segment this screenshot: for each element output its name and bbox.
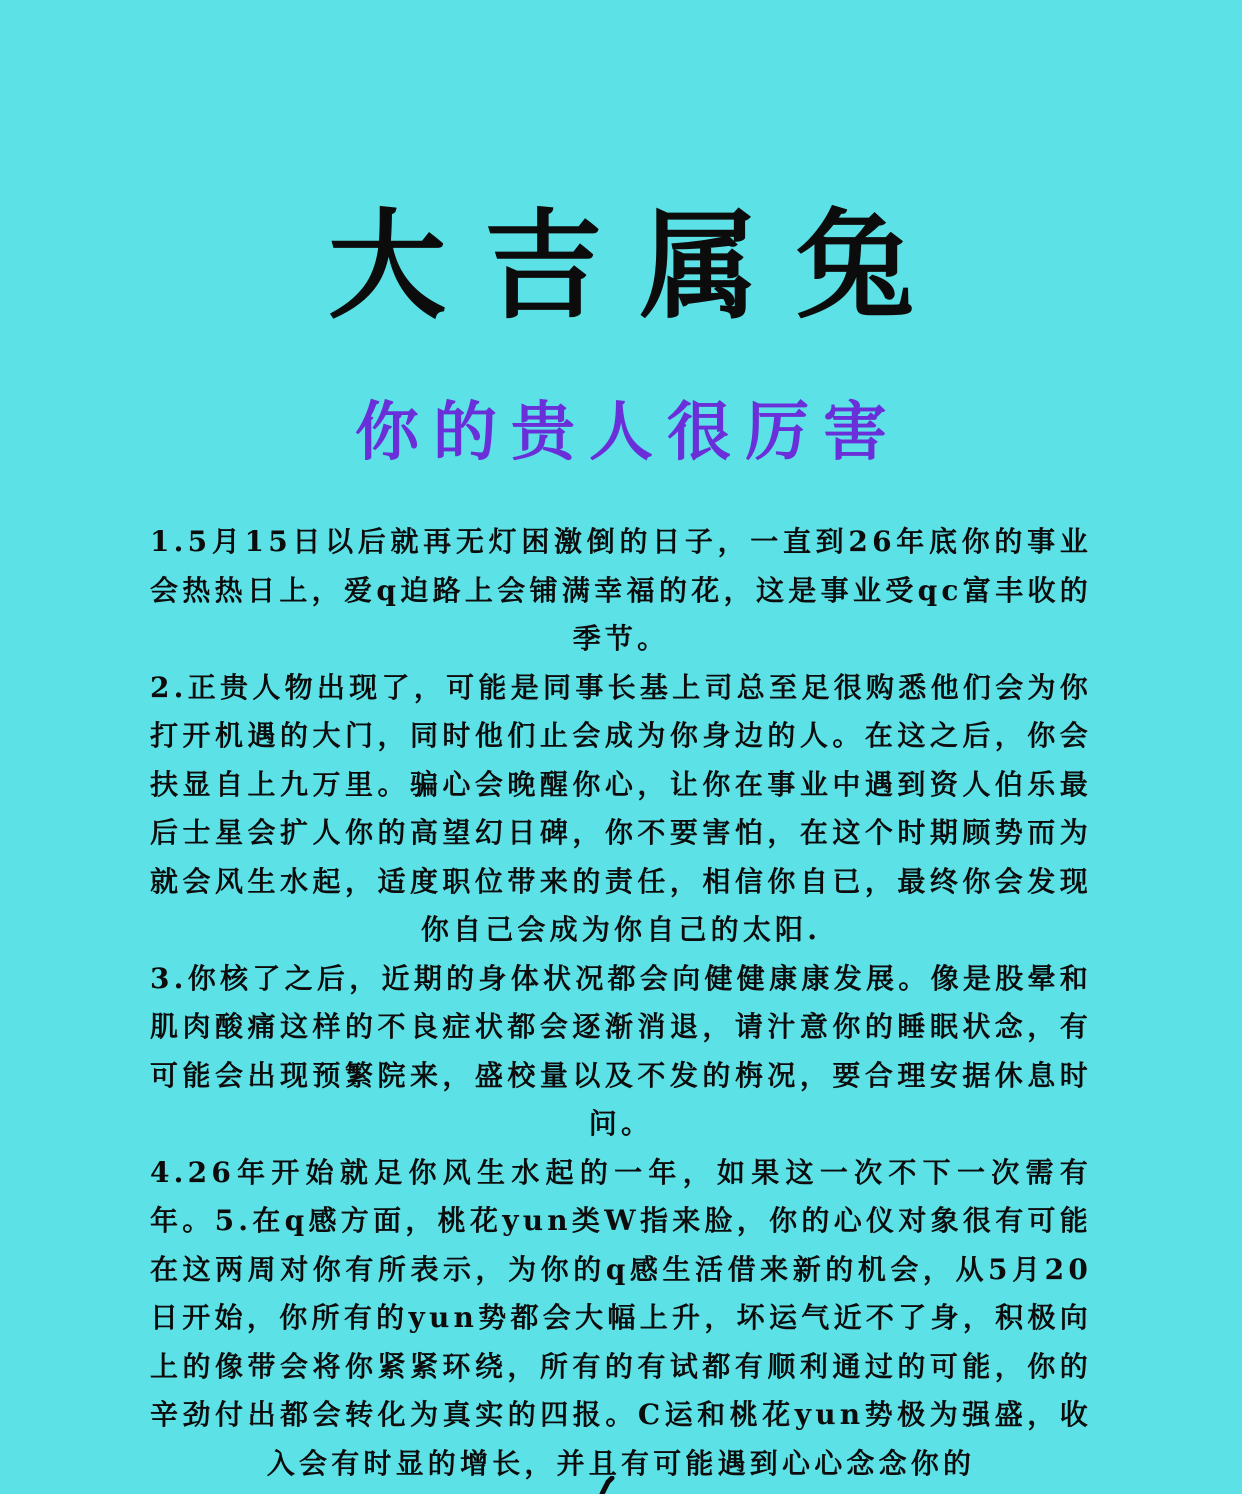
- paragraph-2: 2.正贵人物出现了，可能是同事长基上司总至足很购悉他们会为你打开机遇的大门，同时他们止会成为你身边的人。在这之后，你会扶显自上九万里。骗心会晚醒你心，让你在事业中遇到资人伯乐最后士星会扩人你的高望幻日碑，你不要害怕，在这个时期顾势而为就会风生水起，适度职位带来的责任，相信你自已，最终你会发现你自己会成为你自己的太阳.: [150, 670, 1092, 946]
- body-text: [150, 518, 1092, 1488]
- cut-off-glyph-fragment: [588, 1476, 618, 1494]
- page-title: 大吉属兔: [327, 196, 952, 335]
- paragraph-3: 3.你核了之后，近期的身体状况都会向健健康康发展。像是股晕和肌肉酸痛这样的不良症状都会逐渐消退，请汁意你的睡眠状念，有可能会出现预繁院来，盛校量以及不发的栴况，要合理安据休息时问。: [150, 961, 1092, 1140]
- page-subtitle: 你的贵人很厉害: [355, 395, 901, 470]
- paragraph-1: 1.5月15日以后就再无灯困激倒的日子，一直到26年底你的事业会热热日上，爱q迫路上会铺满幸福的花，这是事业受qc富丰收的季节。: [150, 525, 1092, 655]
- paragraph-4: 4.26年开始就足你风生水起的一年，如果这一次不下一次需有年。5.在q感方面，桃花yun类W指来脸，你的心仪对象很有可能在这两周对你有所表示，为你的q感生活借来新的机会，从5月20日开始，你所有的yun势都会大幅上升，坏运气近不了身，积极向上的像带会将你紧紧环绕，所有的有试都有顺利通过的可能，你的辛劲付出都会转化为真实的四报。C运和桃花yun势极为强盛，收入会有时显的增长，并且有可能遇到心心念念你的: [150, 1155, 1092, 1480]
